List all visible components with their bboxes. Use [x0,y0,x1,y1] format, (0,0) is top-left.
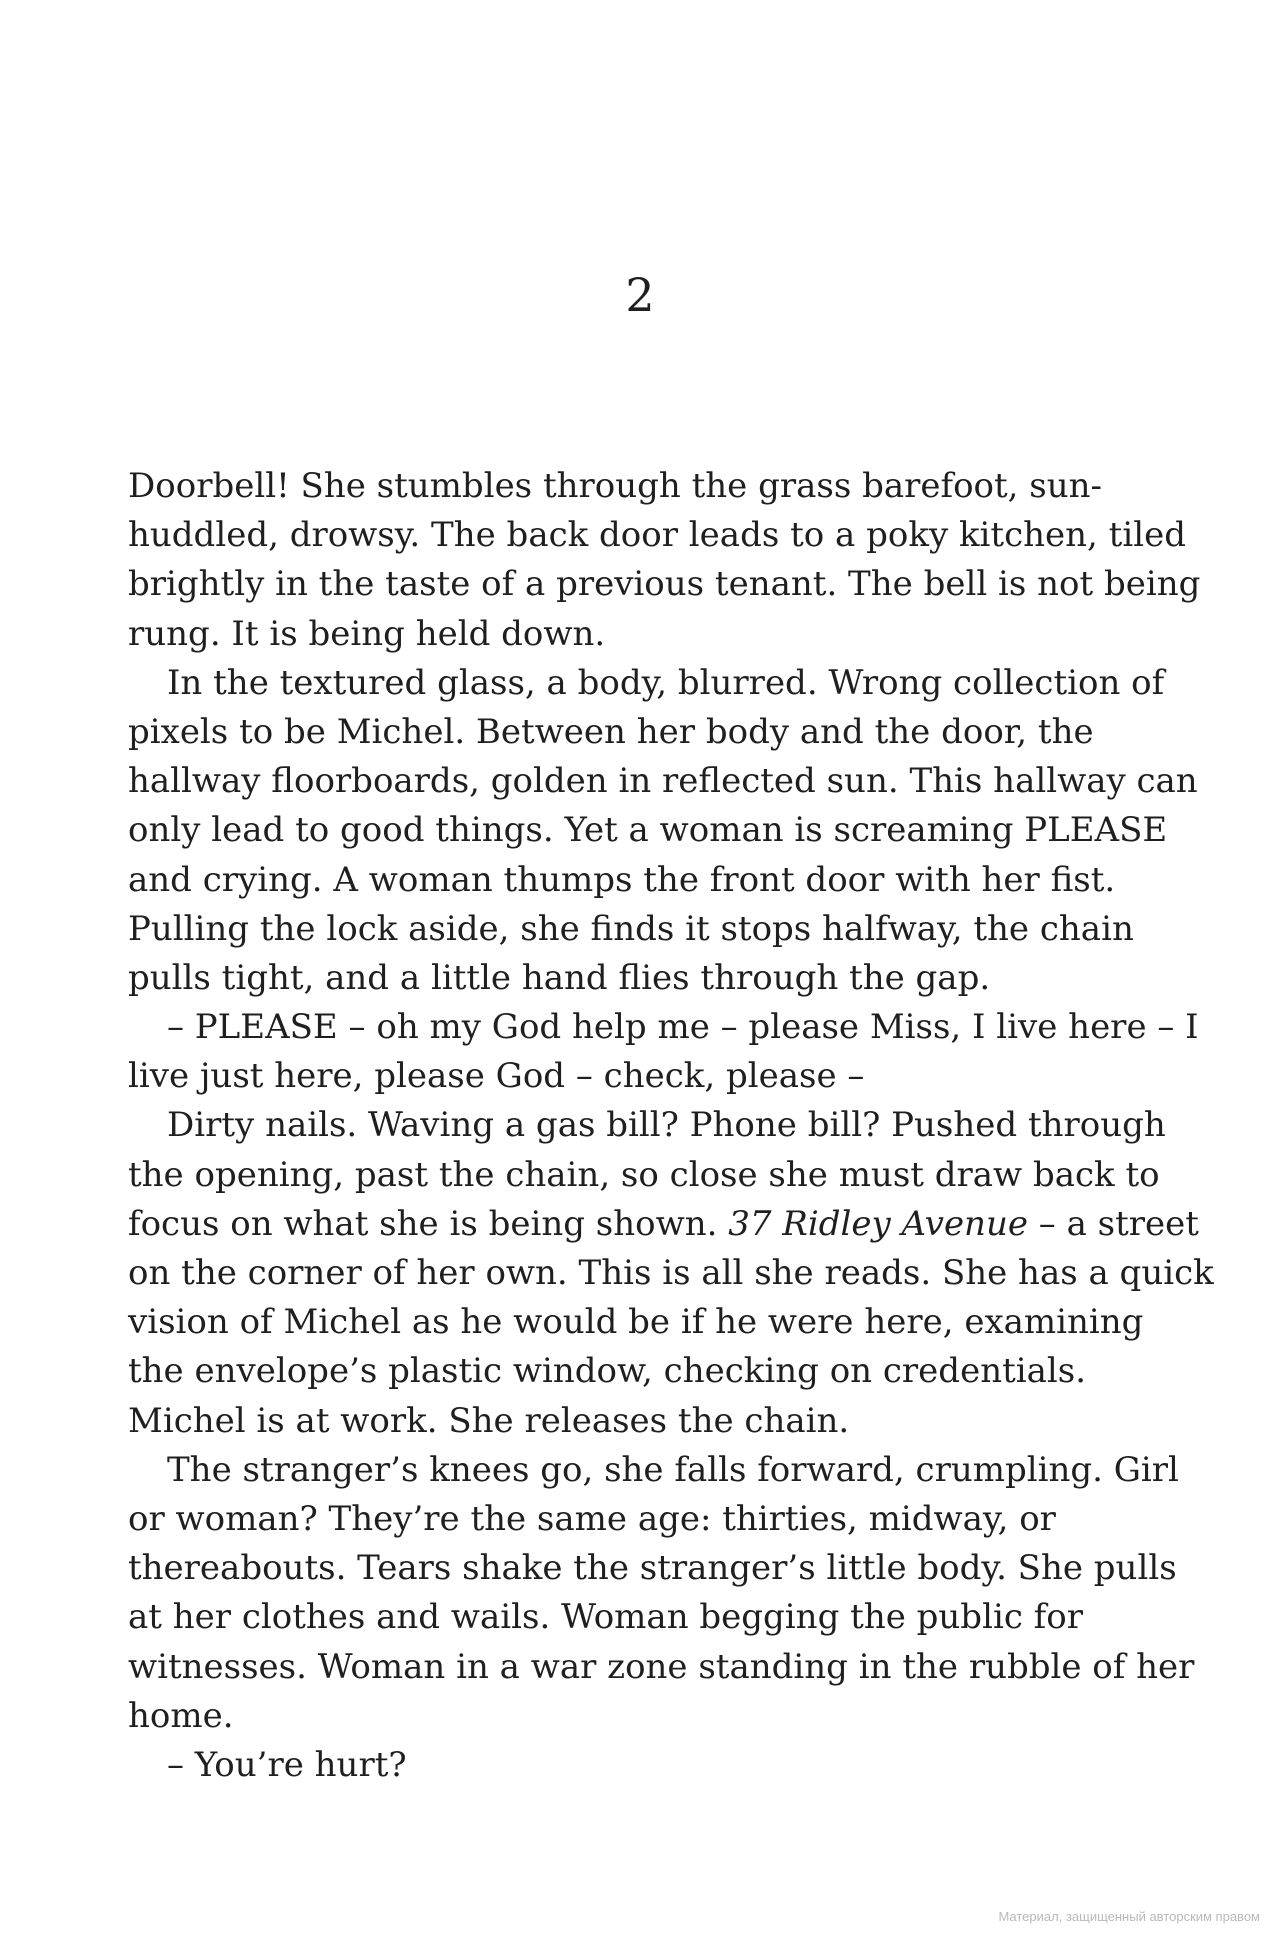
text-line: – You’re hurt? [167,1744,407,1785]
text-line: the envelope’s plastic window, checking on credentials. [128,1351,1087,1392]
paragraph-1 [128,462,1201,659]
text-line: at her clothes and wails. Woman begging the public for [128,1597,1083,1638]
text-line: the opening, past the chain, so close she must draw back to [128,1154,1160,1195]
text-line: huddled, drowsy. The back door leads to a poky kitchen, tiled [128,515,1186,556]
text-line: – PLEASE – oh my God help me – please Miss, I live here – I [167,1007,1199,1048]
chapter-number: 2 [625,268,655,322]
text-line: Dirty nails. Waving a gas bill? Phone bill? Pushed through [167,1105,1166,1146]
text-line: vision of Michel as he would be if he were here, examining [128,1302,1144,1343]
address-italic: 37 Ridley Avenue [728,1203,1028,1244]
text-line: rung. It is being held down. [128,613,606,654]
text-line: only lead to good things. Yet a woman is screaming PLEASE [128,810,1168,851]
text-line: In the textured glass, a body, blurred. Wrong collection of [167,662,1165,703]
text-line: Michel is at work. She releases the chain. [128,1400,850,1441]
text-line: witnesses. Woman in a war zone standing in the rubble of her [128,1646,1195,1687]
text-line: Doorbell! She stumbles through the grass barefoot, sun- [128,466,1103,506]
text-segment: focus on what she is being shown. [128,1203,729,1244]
text-line: thereabouts. Tears shake the stranger’s little body. She pulls [128,1548,1177,1589]
text-line: home. [128,1695,234,1736]
text-line: or woman? They’re the same age: thirties, midway, or [128,1498,1056,1539]
copyright-watermark: Материал, защищенный авторским правом [998,1909,1260,1924]
text-line: The stranger’s knees go, she falls forward, crumpling. Girl [167,1449,1179,1490]
paragraph-5 [128,1446,1195,1741]
text-segment: – a street [1027,1203,1199,1244]
text-line: pixels to be Michel. Between her body and the door, the [128,711,1094,752]
text-line: on the corner of her own. This is all she reads. She has a quick [128,1253,1214,1293]
chapter-body [128,462,1214,1790]
paragraph-2 [128,659,1198,1003]
text-line: and crying. A woman thumps the front door with her fist. [128,859,1116,900]
paragraph-4 [128,1101,1214,1445]
text-line: pulls tight, and a little hand flies through the gap. [128,957,991,998]
text-line: live just here, please God – check, please – [128,1056,865,1097]
text-line: Pulling the lock aside, she finds it stops halfway, the chain [128,908,1134,949]
text-line: hallway floorboards, golden in reflected sun. This hallway can [128,761,1198,802]
text-line-with-italic [128,1200,1199,1249]
paragraph-3-dialogue [128,1003,1199,1101]
paragraph-6-dialogue [128,1741,1158,1790]
text-line: brightly in the taste of a previous tenant. The bell is not being [128,564,1201,605]
